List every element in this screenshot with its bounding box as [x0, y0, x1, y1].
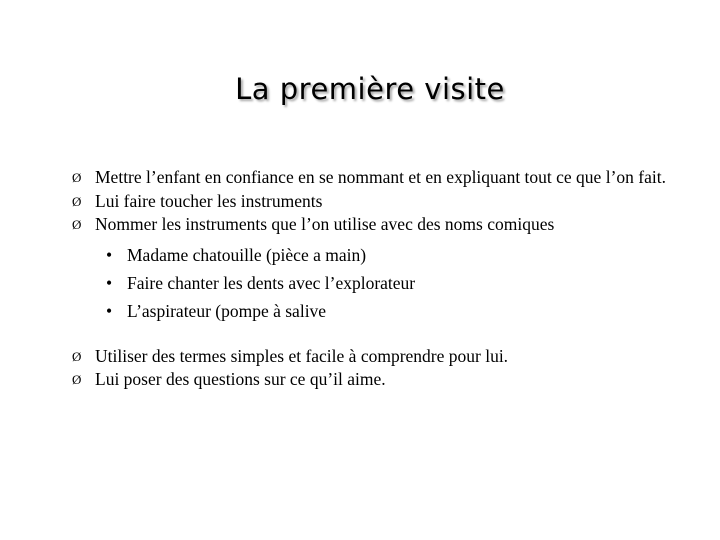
slide-body	[70, 166, 670, 392]
sub-bullet-list	[70, 241, 670, 325]
bullet-text: Utiliser des termes simples et facile à comprendre pour lui.	[95, 345, 509, 366]
bullet-text: Nommer les instruments que l’on utilise avec des noms comiques	[95, 214, 555, 234]
bullet-item	[70, 345, 670, 369]
bullet-item	[70, 190, 670, 214]
dot-bullet-icon: •	[106, 272, 113, 293]
arrow-bullet-icon: Ø	[72, 193, 82, 209]
bullet-item	[70, 368, 670, 392]
sub-bullet-text: Madame chatouille (pièce a main)	[127, 244, 367, 265]
dot-bullet-icon: •	[106, 244, 113, 265]
sub-bullet-item	[102, 297, 670, 325]
bullet-text: Lui faire toucher les instruments	[95, 190, 323, 211]
sub-bullet-text: L’aspirateur (pompe à salive	[127, 300, 327, 321]
spacer	[70, 325, 670, 345]
bullet-text: Lui poser des questions sur ce qu’il aime.	[95, 369, 386, 389]
arrow-bullet-icon: Ø	[72, 217, 82, 232]
sub-bullet-item	[102, 269, 670, 297]
dot-bullet-icon: •	[106, 300, 113, 321]
slide-title: La première visite	[235, 72, 505, 106]
arrow-bullet-icon: Ø	[72, 372, 82, 387]
arrow-bullet-icon: Ø	[72, 170, 82, 185]
sub-bullet-text: Faire chanter les dents avec l’explorateur	[127, 272, 416, 293]
bullet-text: Mettre l’enfant en confiance en se nommant et en expliquant tout ce que l’on fait.	[95, 167, 666, 187]
bullet-item	[70, 166, 670, 190]
sub-bullet-item	[102, 241, 670, 269]
arrow-bullet-icon: Ø	[72, 348, 82, 364]
bullet-item	[70, 213, 670, 237]
